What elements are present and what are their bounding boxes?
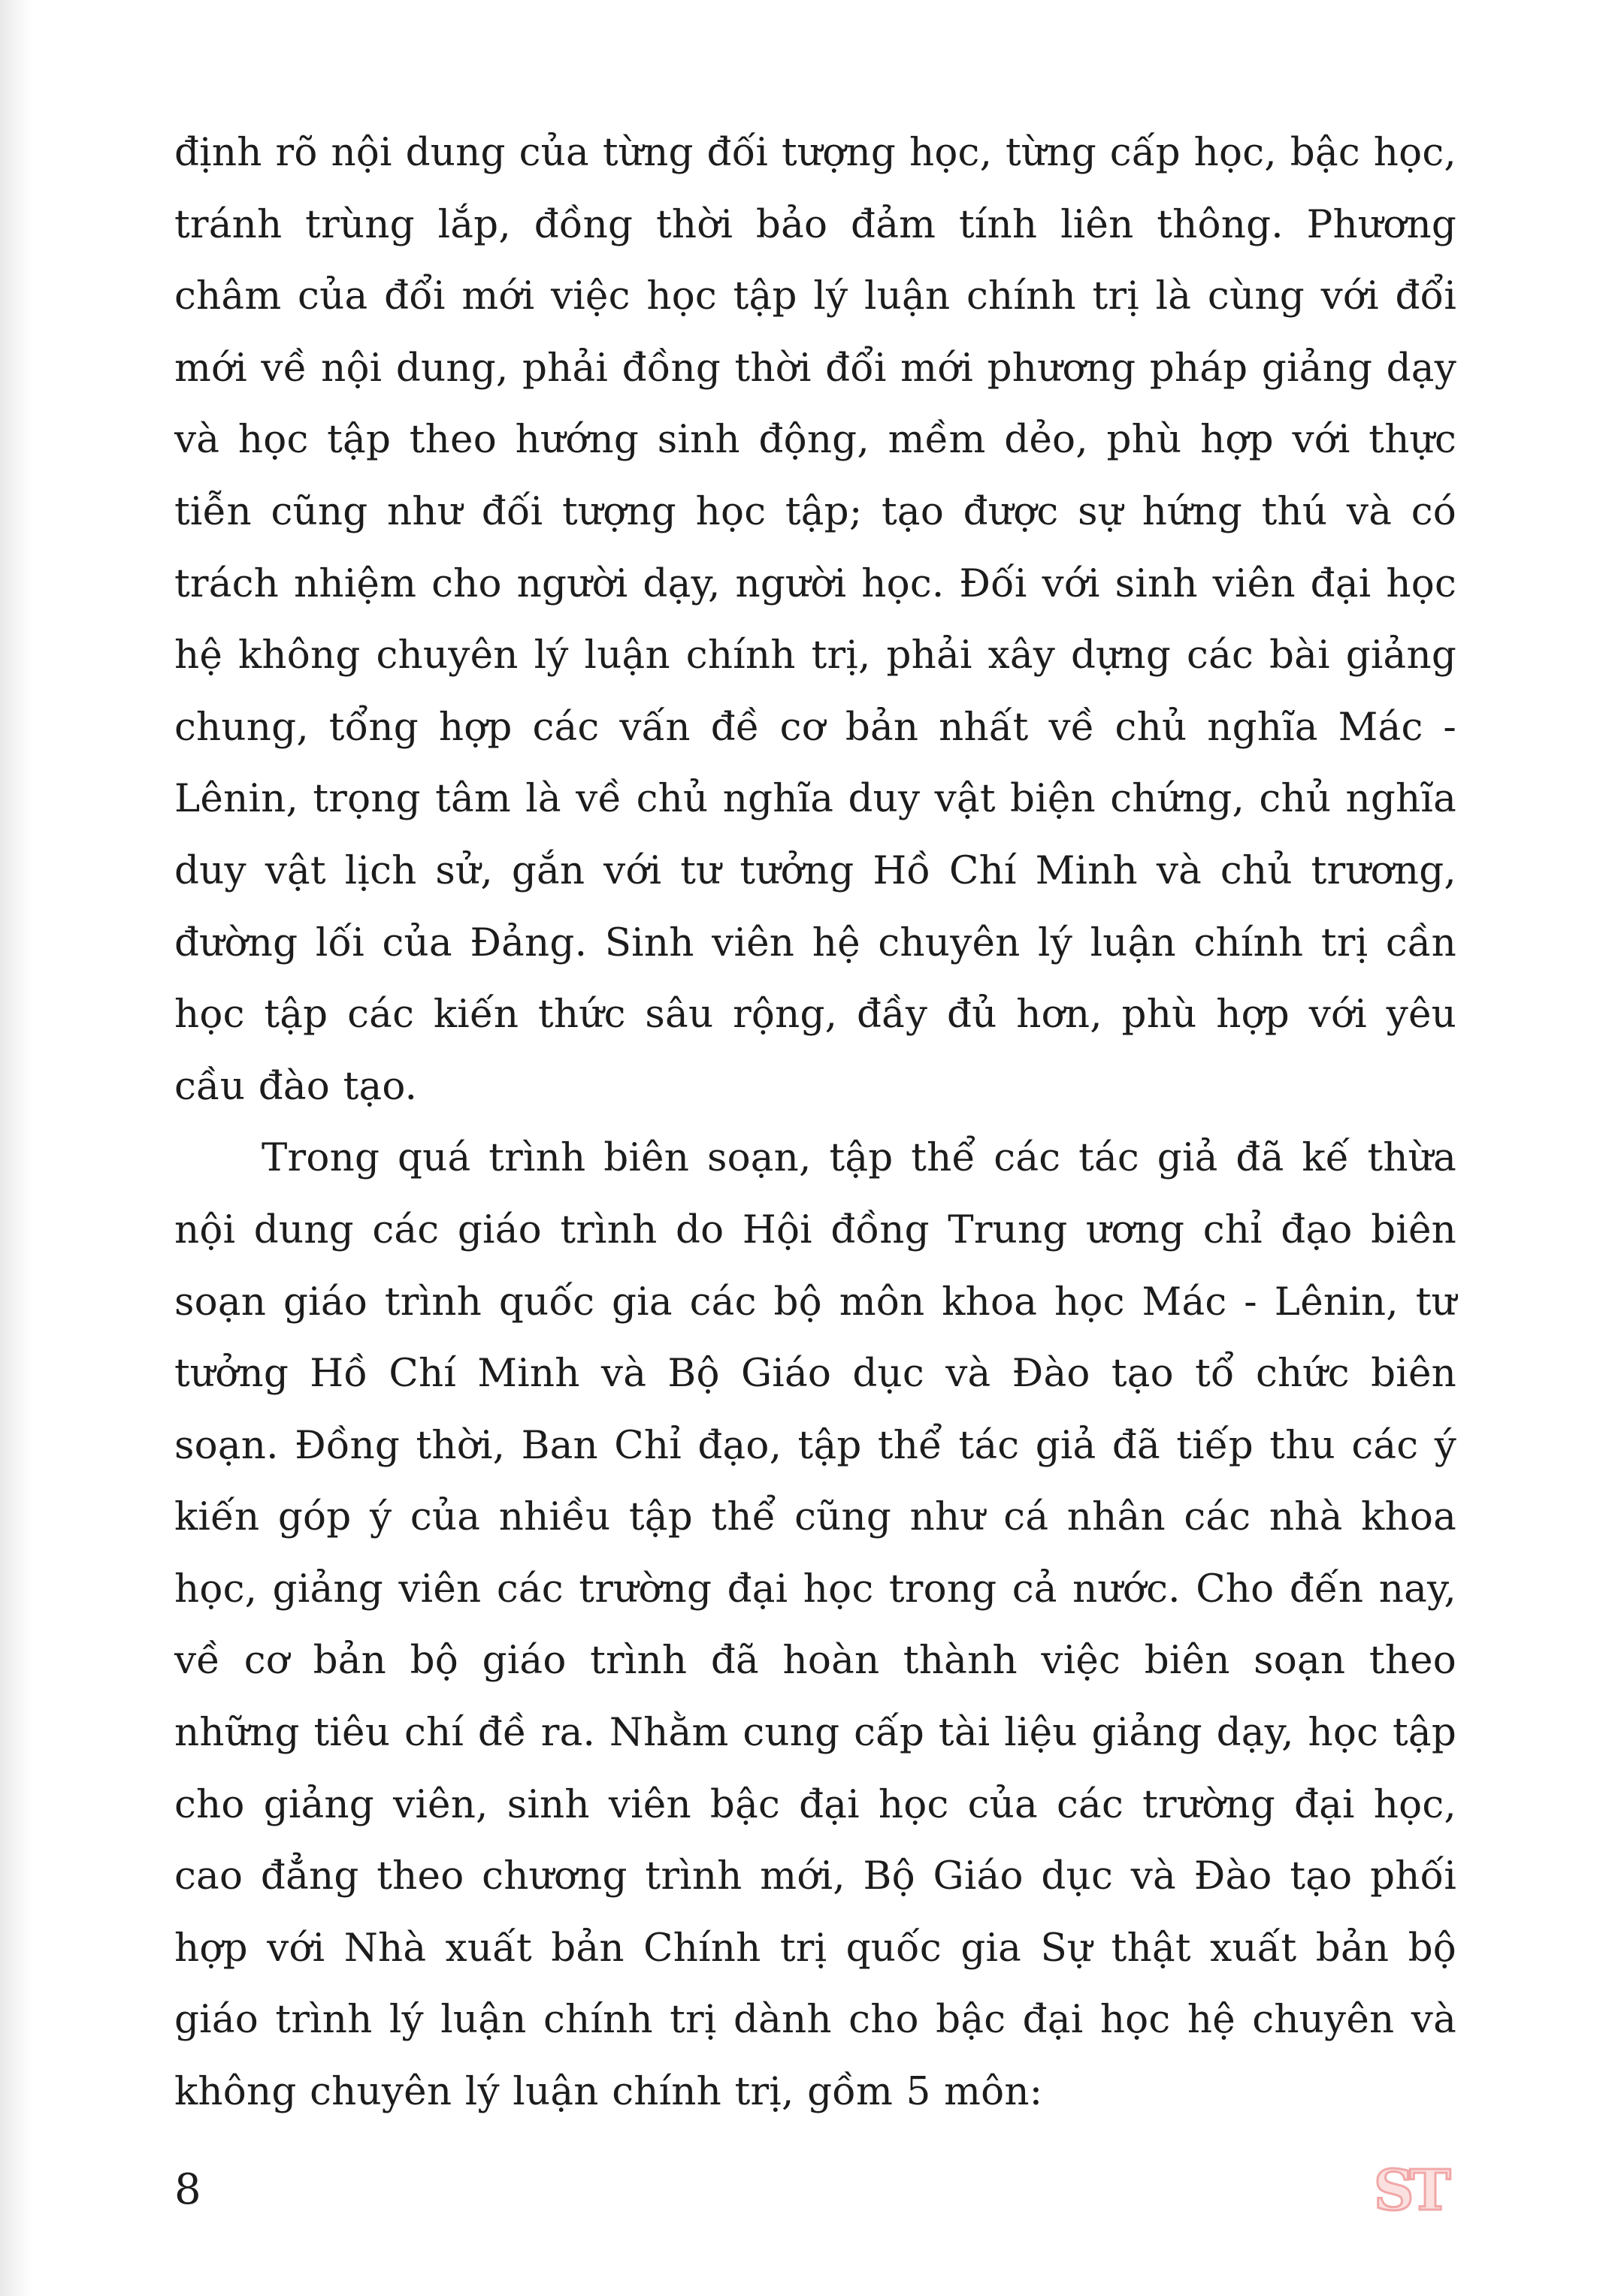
paragraph-compilation-process: Trong quá trình biên soạn, tập thể các tác giả đã kế thừa nội dung các giáo trình do Hội đồng Trung ương chỉ đạo biên soạn giáo trình quốc gia các bộ môn khoa học Mác - Lênin, tư tưởng Hồ Chí Minh và Bộ Giáo dục và Đào tạo tổ chức biên soạn. Đồng thời, Ban Chỉ đạo, tập thể tác giả đã tiếp thu các ý kiến góp ý của nhiều tập thể cũng như cá nhân các nhà khoa học, giảng viên các trường đại học trong cả nước. Cho đến nay, về cơ bản bộ giáo trình đã hoàn thành việc biên soạn theo những tiêu chí đề ra. Nhằm cung cấp tài liệu giảng dạy, học tập cho giảng viên, sinh viên bậc đại học của các trường đại học, cao đẳng theo chương trình mới, Bộ Giáo dục và Đào tạo phối hợp với Nhà xuất bản Chính trị quốc gia Sự thật xuất bản bộ giáo trình lý luận chính trị dành cho bậc đại học hệ chuyên và không chuyên lý luận chính trị, gồm 5 môn: xyxy=(174,1135,1456,2115)
page-edge-shadow xyxy=(0,0,33,2296)
page-number: 8 xyxy=(174,2165,201,2214)
publisher-logo-mark: ST xyxy=(1374,2159,1447,2223)
paragraph-continued: định rõ nội dung của từng đối tượng học, từng cấp học, bậc học, tránh trùng lắp, đồng thời bảo đảm tính liên thông. Phương châm của đổi mới việc học tập lý luận chính trị là cùng với đổi mới về nội dung, phải đồng thời đổi mới phương pháp giảng dạy và học tập theo hướng sinh động, mềm dẻo, phù hợp với thực tiễn cũng như đối tượng học tập; tạo được sự hứng thú và có trách nhiệm cho người dạy, người học. Đối với sinh viên đại học hệ không chuyên lý luận chính trị, phải xây dựng các bài giảng chung, tổng hợp các vấn đề cơ bản nhất về chủ nghĩa Mác - Lênin, trọng tâm là về chủ nghĩa duy vật biện chứng, chủ nghĩa duy vật lịch sử, gắn với tư tưởng Hồ Chí Minh và chủ trương, đường lối của Đảng. Sinh viên hệ chuyên lý luận chính trị cần học tập các kiến thức sâu rộng, đầy đủ hơn, phù hợp với yêu cầu đào tạo. xyxy=(174,130,1456,1109)
publisher-logo xyxy=(1374,2156,1446,2225)
body-text xyxy=(174,117,1456,2128)
